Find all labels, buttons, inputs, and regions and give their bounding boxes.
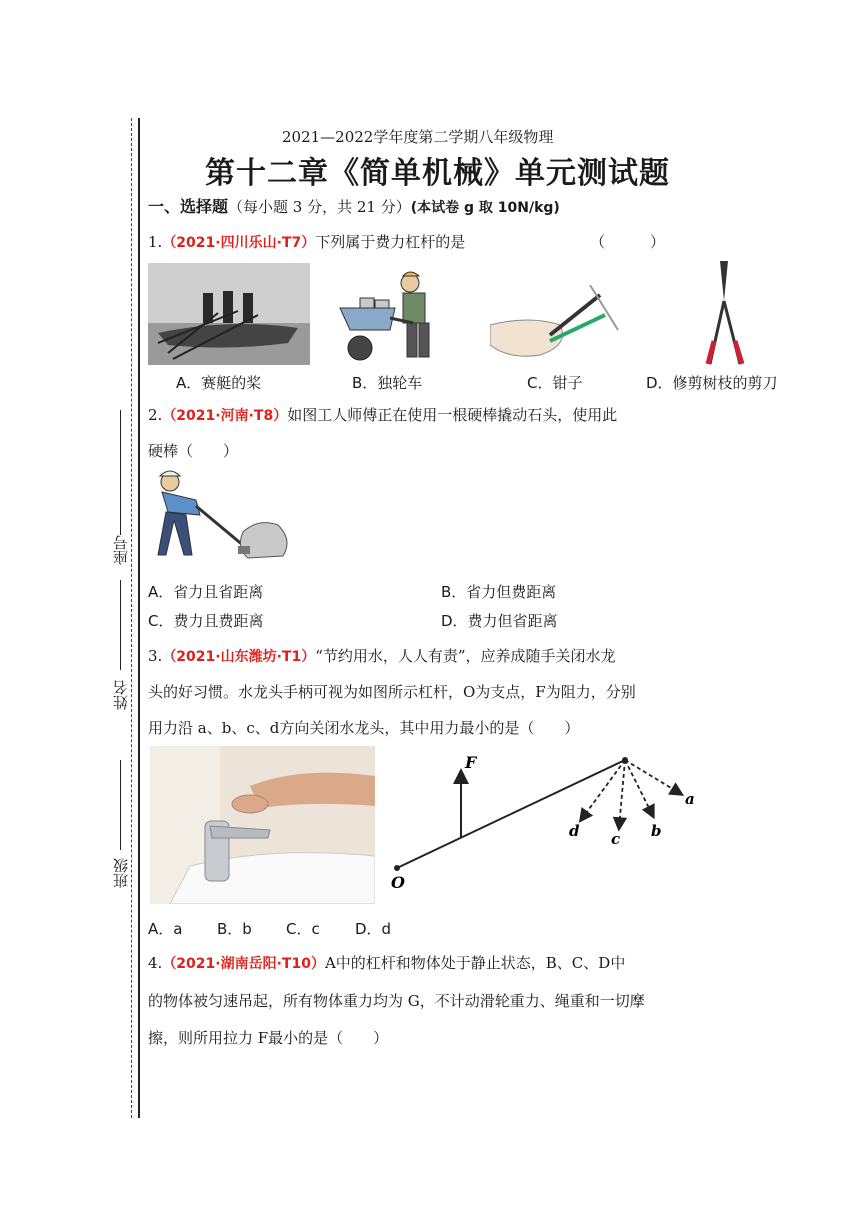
q3-text-line2: 头的好习惯。水龙头手柄可视为如图所示杠杆，O为支点，F为阻力，分别 (148, 683, 636, 701)
section-note: (本试卷 g 取 10N/kg) (410, 200, 560, 216)
name-underline (120, 580, 121, 670)
seat-label: 座号 (112, 535, 130, 565)
class-underline (120, 760, 121, 850)
q2-source: （2021·河南·T8） (162, 408, 288, 424)
q3-option-c: C．c (286, 920, 320, 938)
q1-option-c: C．钳子 (527, 374, 583, 392)
q4-source: （2021·湖南岳阳·T10） (162, 956, 325, 972)
q1-answer-paren: （ ） (590, 233, 666, 251)
question-1 (148, 223, 465, 262)
q2-option-d: D．费力但省距离 (441, 612, 558, 630)
section-scoring: （每小题 3 分，共 21 分） (228, 198, 411, 216)
pliers-image (490, 285, 620, 363)
q3-option-a: A．a (148, 920, 183, 938)
exam-subtitle: 2021—2022学年度第二学期八年级物理 (282, 128, 554, 146)
q1-text: 下列属于费力杠杆的是 (315, 233, 466, 251)
q4-text-line2: 的物体被匀速吊起，所有物体重力均为 G，不计动滑轮重力、绳重和一切摩 (148, 992, 645, 1010)
rowing-boat-image (148, 263, 310, 365)
label-O: O (391, 873, 405, 890)
binding-dashed-line (131, 118, 132, 1118)
q2-option-c: C．费力且费距离 (148, 612, 264, 630)
q1-option-b: B．独轮车 (352, 374, 423, 392)
label-b: b (651, 822, 662, 840)
q2-text-line2: 硬棒（ ） (148, 442, 239, 460)
q2-option-b: B．省力但费距离 (441, 583, 557, 601)
q1-source: （2021·四川乐山·T7） (162, 235, 316, 251)
faucet-photo (150, 746, 375, 904)
label-a: a (685, 790, 695, 808)
q3-option-d: D．d (355, 920, 392, 938)
q1-option-a: A．赛艇的桨 (176, 374, 262, 392)
label-c: c (611, 830, 621, 848)
question-3 (148, 637, 616, 676)
q2-number: 2. (148, 406, 163, 424)
worker-lever-image (148, 470, 293, 562)
class-label: 班级 (112, 858, 130, 888)
q2-text-line1: 如图工人师傅正在使用一根硬棒撬动石头，使用此 (287, 406, 618, 424)
label-F: F (465, 753, 477, 772)
wheelbarrow-image (335, 268, 455, 364)
q3-source: （2021·山东潍坊·T1） (162, 649, 316, 665)
q1-option-d: D．修剪树枝的剪刀 (646, 374, 778, 392)
name-label: 姓名 (112, 680, 130, 710)
section-heading (148, 194, 560, 217)
q3-option-b: B．b (217, 920, 252, 938)
label-d: d (569, 822, 580, 840)
q1-number: 1. (148, 233, 163, 251)
q4-number: 4. (148, 954, 163, 972)
page-title: 第十二章《简单机械》单元测试题 (205, 156, 670, 191)
binding-solid-line (138, 118, 140, 1118)
q3-text-line3: 用力沿 a、b、c、d方向关闭水龙头，其中用力最小的是（ ） (148, 719, 580, 737)
lever-force-diagram (385, 750, 705, 890)
question-4 (148, 944, 625, 983)
q4-text-line3: 擦，则所用拉力 F最小的是（ ） (148, 1029, 389, 1047)
q4-text-line1: A中的杠杆和物体处于静止状态，B、C、D中 (324, 954, 626, 972)
q2-option-a: A．省力且省距离 (148, 583, 264, 601)
pruning-shears-image (700, 256, 750, 366)
question-2 (148, 396, 617, 435)
section-name: 一、选择题 (148, 197, 229, 216)
q3-number: 3. (148, 647, 163, 665)
seat-underline (120, 410, 121, 535)
q3-text-line1: “节约用水，人人有责”，应养成随手关闭水龙 (315, 647, 616, 665)
